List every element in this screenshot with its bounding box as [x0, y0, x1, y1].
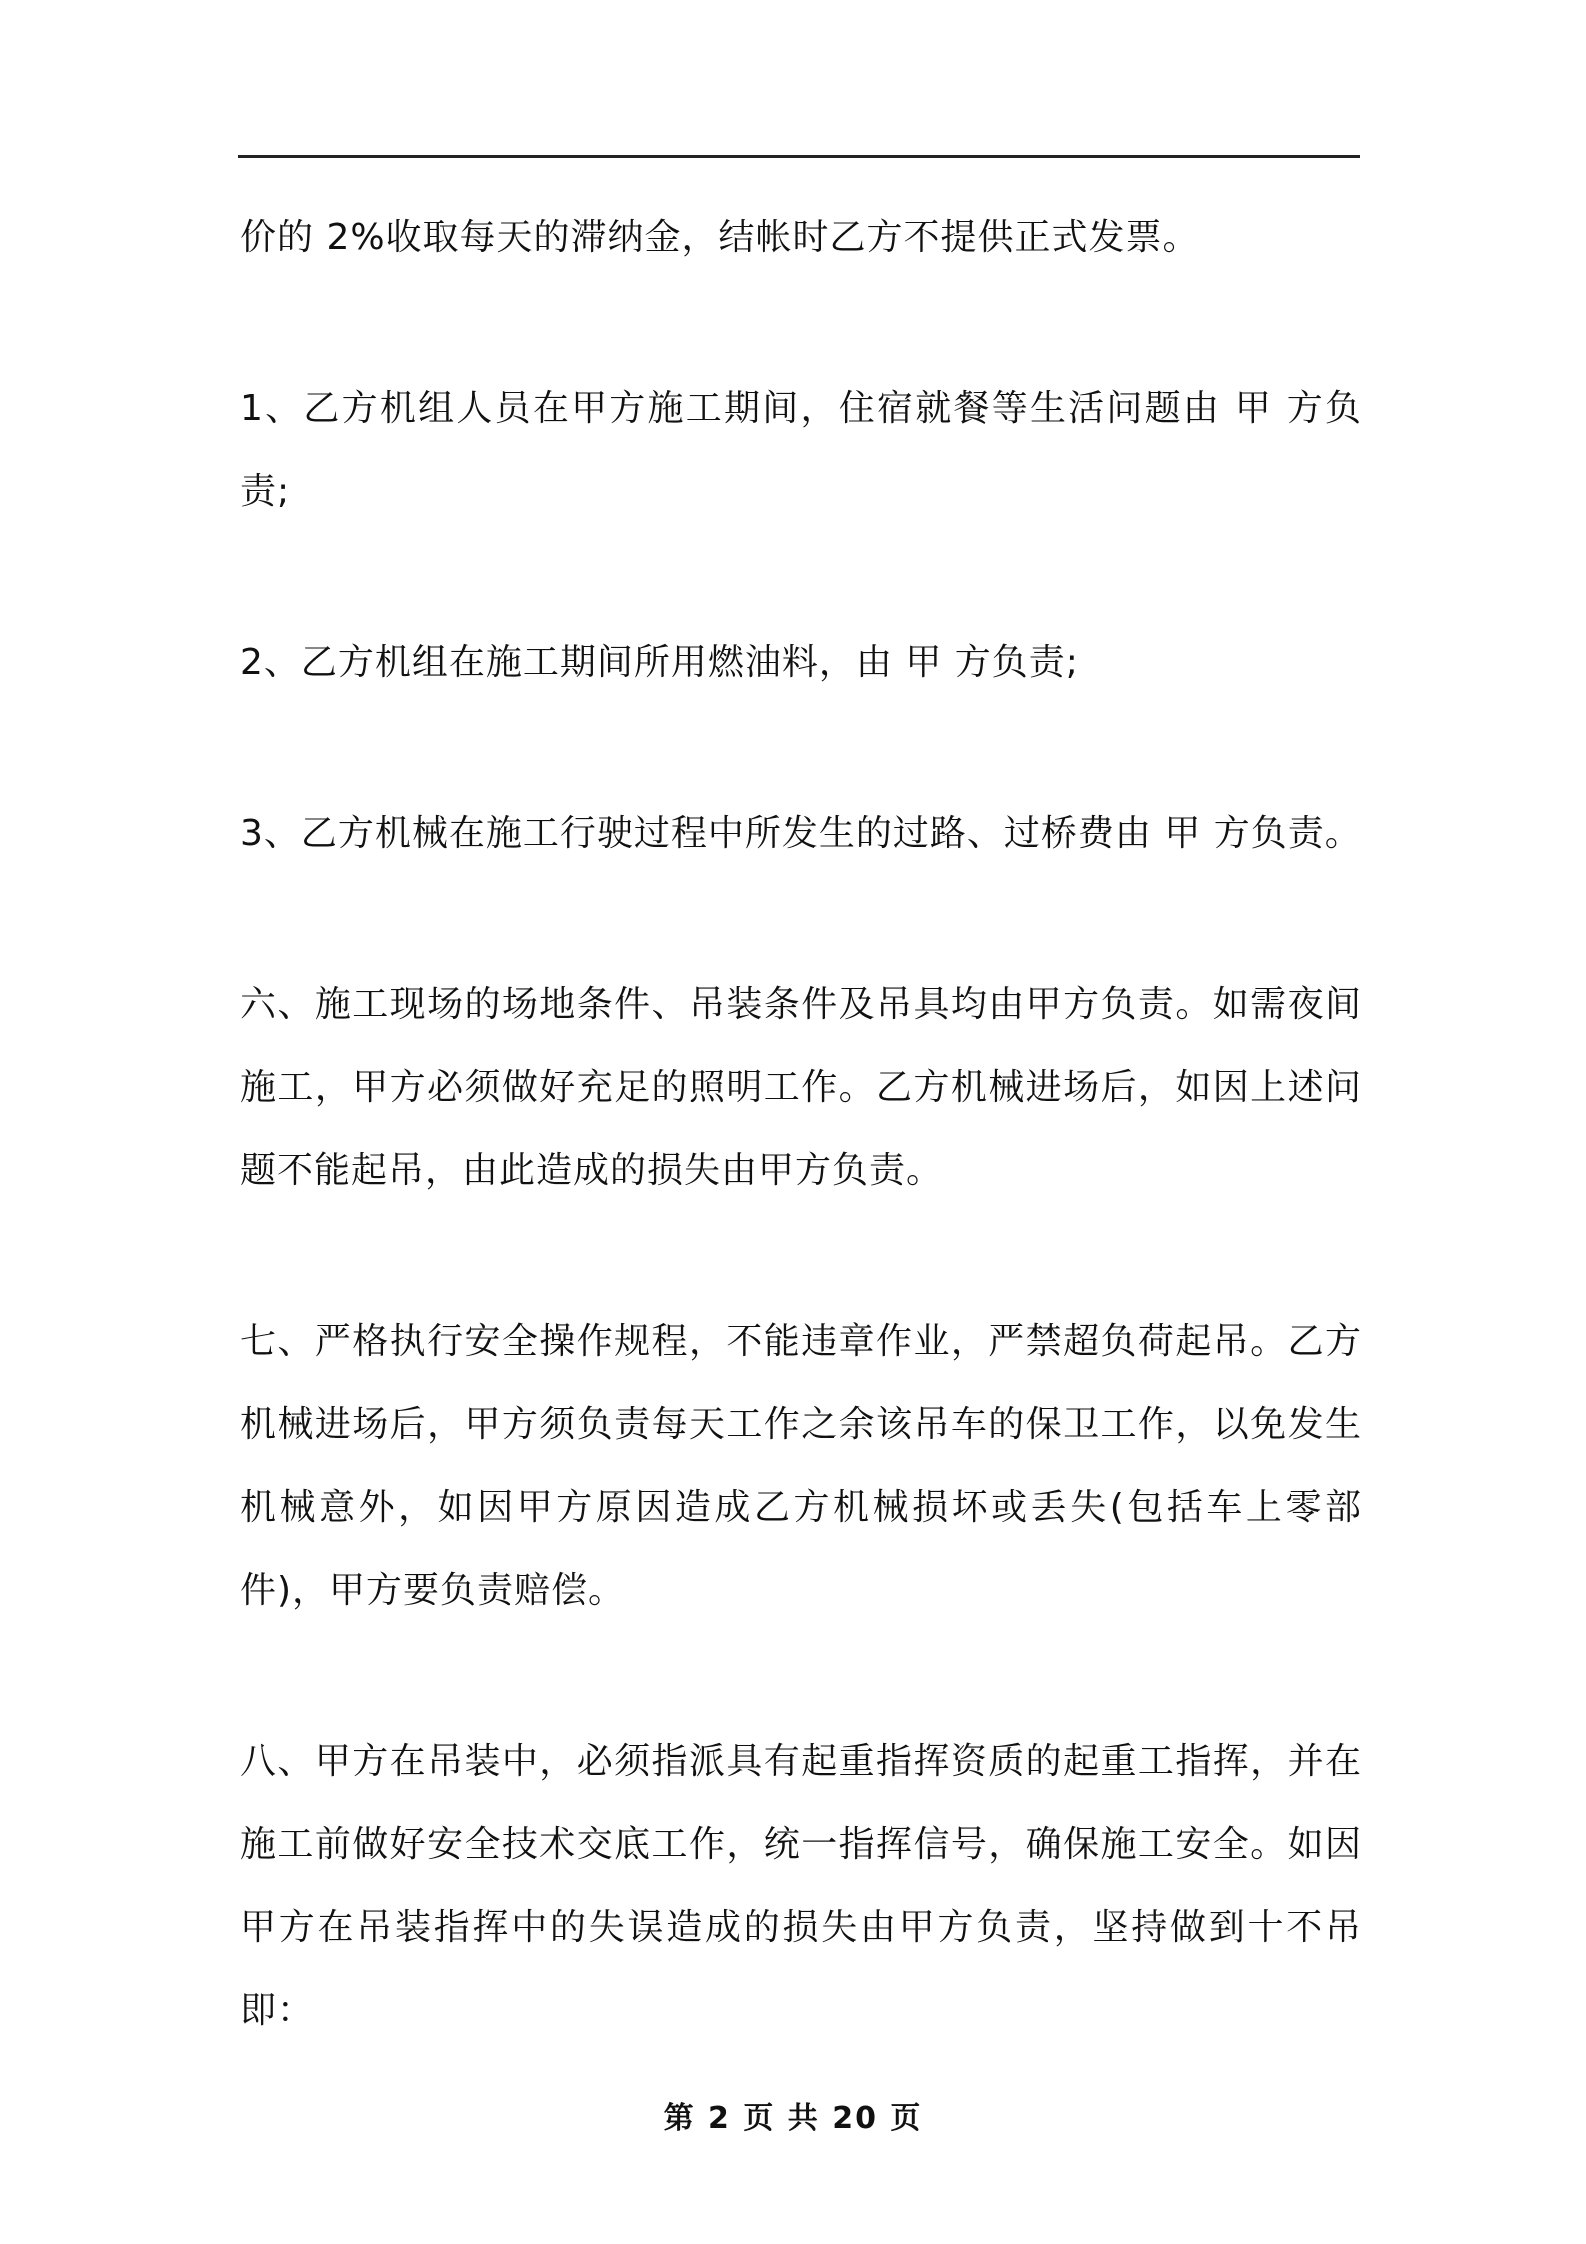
paragraph-item-2: 2、乙方机组在施工期间所用燃油料，由 甲 方负责;	[240, 642, 1079, 683]
document-body	[240, 196, 1362, 2088]
page-number-footer: 第 2 页 共 20 页	[663, 2101, 923, 2136]
paragraph-item-1: 1、乙方机组人员在甲方施工期间，住宿就餐等生活问题由 甲 方负责;	[240, 388, 1362, 512]
paragraph-section-7: 七、严格执行安全操作规程，不能违章作业，严禁超负荷起吊。乙方机械进场后，甲方须负责每天工作之余该吊车的保卫工作，以免发生机械意外，如因甲方原因造成乙方机械损坏或丢失(包括车上零部件)，甲方要负责赔偿。	[240, 1321, 1362, 1611]
header-rule	[238, 155, 1360, 158]
paragraph-section-8: 八、甲方在吊装中，必须指派具有起重指挥资质的起重工指挥，并在施工前做好安全技术交底工作，统一指挥信号，确保施工安全。如因甲方在吊装指挥中的失误造成的损失由甲方负责，坚持做到十不吊即：	[240, 1741, 1362, 2031]
paragraph-section-6: 六、施工现场的场地条件、吊装条件及吊具均由甲方负责。如需夜间施工，甲方必须做好充足的照明工作。乙方机械进场后，如因上述问题不能起吊，由此造成的损失由甲方负责。	[240, 984, 1362, 1191]
paragraph-fragment: 价的 2%收取每天的滞纳金，结帐时乙方不提供正式发票。	[240, 217, 1200, 258]
paragraph-item-3: 3、乙方机械在施工行驶过程中所发生的过路、过桥费由 甲 方负责。	[240, 813, 1362, 854]
